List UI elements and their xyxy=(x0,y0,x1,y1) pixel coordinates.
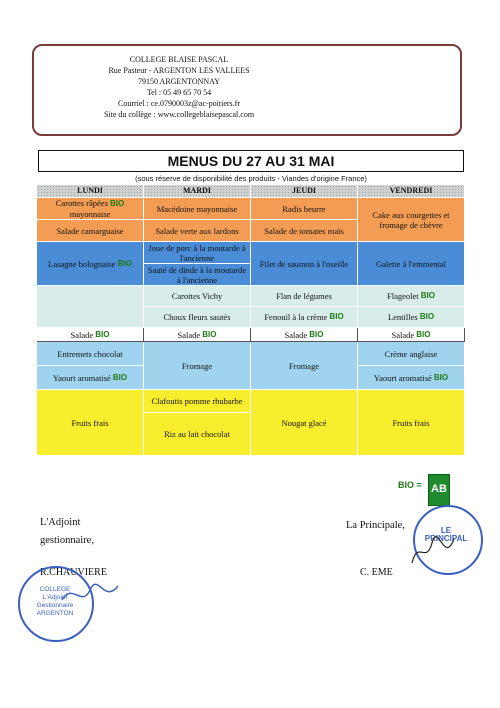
vendredi-dessert-1: Crème anglaise xyxy=(358,342,465,366)
jeudi-plat: Filet de saumon à l'oseille xyxy=(251,242,358,286)
mardi-plat-1: Joue de porc à la moutarde à l'ancienne xyxy=(144,242,251,264)
left-stamp-line-2: L'Adjoint xyxy=(42,594,68,601)
bio-tag: BIO xyxy=(416,329,431,339)
lundi-entree-1-text: Carottes râpées xyxy=(55,198,108,208)
vendredi-entree: Cake aux courgettes et fromage de chèvre xyxy=(358,198,465,242)
bio-tag: BIO xyxy=(419,312,435,321)
bio-tag: BIO xyxy=(112,372,128,382)
left-stamp-line-3: Gestionnaire xyxy=(36,602,74,609)
vendredi-dessert-2-text: Yaourt aromatisé xyxy=(373,372,432,383)
salade-text: Salade xyxy=(391,329,415,340)
right-stamp-line-1: LE xyxy=(440,526,452,535)
bio-tag: BIO xyxy=(433,372,449,382)
lundi-legume-empty xyxy=(37,286,144,328)
bio-tag: BIO xyxy=(420,291,435,300)
salade-text: Salade xyxy=(177,329,201,340)
right-signature-scribble-icon xyxy=(408,535,458,569)
left-signature-scribble-icon xyxy=(60,580,120,610)
mardi-salade xyxy=(144,328,251,342)
bio-tag: BIO xyxy=(117,258,132,268)
right-stamp-line-2: PRINCIPAL xyxy=(424,534,468,543)
vendredi-legume-1 xyxy=(358,286,465,307)
menu-subtitle: (sous réserve de disponibilité des produits - Viandes d'origine France) xyxy=(135,174,367,183)
vendredi-legume-2 xyxy=(358,307,465,328)
school-email: Courriel : ce.0790003z@ac-poitiers.fr xyxy=(118,99,240,108)
school-phone: Tel : 05 49 65 70 54 xyxy=(146,88,212,97)
jeudi-fruit: Nougat glacé xyxy=(251,390,358,456)
jeudi-legume-2-text: Fenouil à la crème xyxy=(264,312,328,322)
vendredi-salade xyxy=(358,328,465,342)
left-title-line-1: L'Adjoint xyxy=(40,517,81,528)
salade-text: Salade xyxy=(70,329,94,340)
vendredi-fruit: Fruits frais xyxy=(358,390,465,456)
lundi-plat-text: Lasagne bolognaise xyxy=(48,258,116,269)
mardi-plat-2: Sauté de dinde à la moutarde à l'ancienne xyxy=(144,264,251,286)
left-title-line-2: gestionnaire, xyxy=(40,535,94,546)
lundi-entree-2: Salade camarguaise xyxy=(37,220,144,242)
mardi-legume-1: Carottes Vichy xyxy=(144,286,251,307)
vendredi-legume-1-text: Flageolet xyxy=(387,291,419,301)
jeudi-fromage: Fromage xyxy=(251,342,358,390)
day-header-vendredi: VENDREDI xyxy=(358,185,465,198)
salade-text: Salade xyxy=(284,329,308,340)
lundi-salade xyxy=(37,328,144,342)
left-signatory-title xyxy=(40,514,94,550)
lundi-plat xyxy=(37,242,144,286)
school-address-block xyxy=(68,54,290,120)
day-header-jeudi: JEUDI xyxy=(251,185,358,198)
left-signatory-name: R.CHAUVIERE xyxy=(40,567,107,578)
bio-tag: BIO xyxy=(202,329,217,339)
lundi-entree-1 xyxy=(37,198,144,220)
bio-tag: BIO xyxy=(309,329,324,339)
jeudi-legume-2 xyxy=(251,307,358,328)
lundi-dessert-2-text: Yaourt aromatisé xyxy=(52,372,111,383)
right-signatory-name: C. EME xyxy=(360,567,393,578)
menu-title: MENUS DU 27 AU 31 MAI xyxy=(38,150,464,172)
lundi-entree-1-text-b: mayonnaise xyxy=(69,209,111,219)
lundi-dessert-1: Entremets chocolat xyxy=(37,342,144,366)
bio-tag: BIO xyxy=(329,312,344,321)
ab-organic-logo-icon: AB xyxy=(428,474,450,506)
mardi-legume-2: Choux fleurs sautés xyxy=(144,307,251,328)
school-name: COLLEGE BLAISE PASCAL xyxy=(129,55,229,64)
right-signatory-title: La Principale, xyxy=(346,520,405,531)
mardi-fruit-1: Clafoutis pomme rhubarbe xyxy=(144,390,251,413)
day-header-lundi: LUNDI xyxy=(37,185,144,198)
school-website: Site du collège : www.collegeblaisepascal.com xyxy=(103,110,255,119)
lundi-dessert-2 xyxy=(37,366,144,390)
school-city: 79150 ARGENTONNAY xyxy=(137,77,220,86)
menu-grid xyxy=(37,185,465,471)
bio-legend-label: BIO = xyxy=(398,480,422,490)
mardi-entree-2: Salade verte aux lardons xyxy=(144,220,251,242)
jeudi-legume-1: Flan de légumes xyxy=(251,286,358,307)
bio-tag: BIO xyxy=(95,329,110,339)
school-header-box xyxy=(32,44,462,136)
left-stamp-line-1: COLLEGE xyxy=(39,586,71,593)
jeudi-entree-2: Salade de tomates maïs xyxy=(251,220,358,242)
mardi-fruit-2: Riz au lait chocolat xyxy=(144,413,251,456)
jeudi-entree-1: Radis beurre xyxy=(251,198,358,220)
bio-tag: BIO xyxy=(110,199,125,208)
mardi-entree-1: Macédoine mayonnaise xyxy=(144,198,251,220)
lundi-fruit: Fruits frais xyxy=(37,390,144,456)
vendredi-legume-2-text: Lentilles xyxy=(387,312,418,322)
mardi-fromage: Fromage xyxy=(144,342,251,390)
school-street: Rue Pasteur - ARGENTON LES VALLEES xyxy=(108,66,250,75)
vendredi-dessert-2 xyxy=(358,366,465,390)
jeudi-salade xyxy=(251,328,358,342)
left-stamp-line-4: ARGENTON xyxy=(36,610,74,617)
vendredi-plat: Galette à l'emmental xyxy=(358,242,465,286)
day-header-mardi: MARDI xyxy=(144,185,251,198)
